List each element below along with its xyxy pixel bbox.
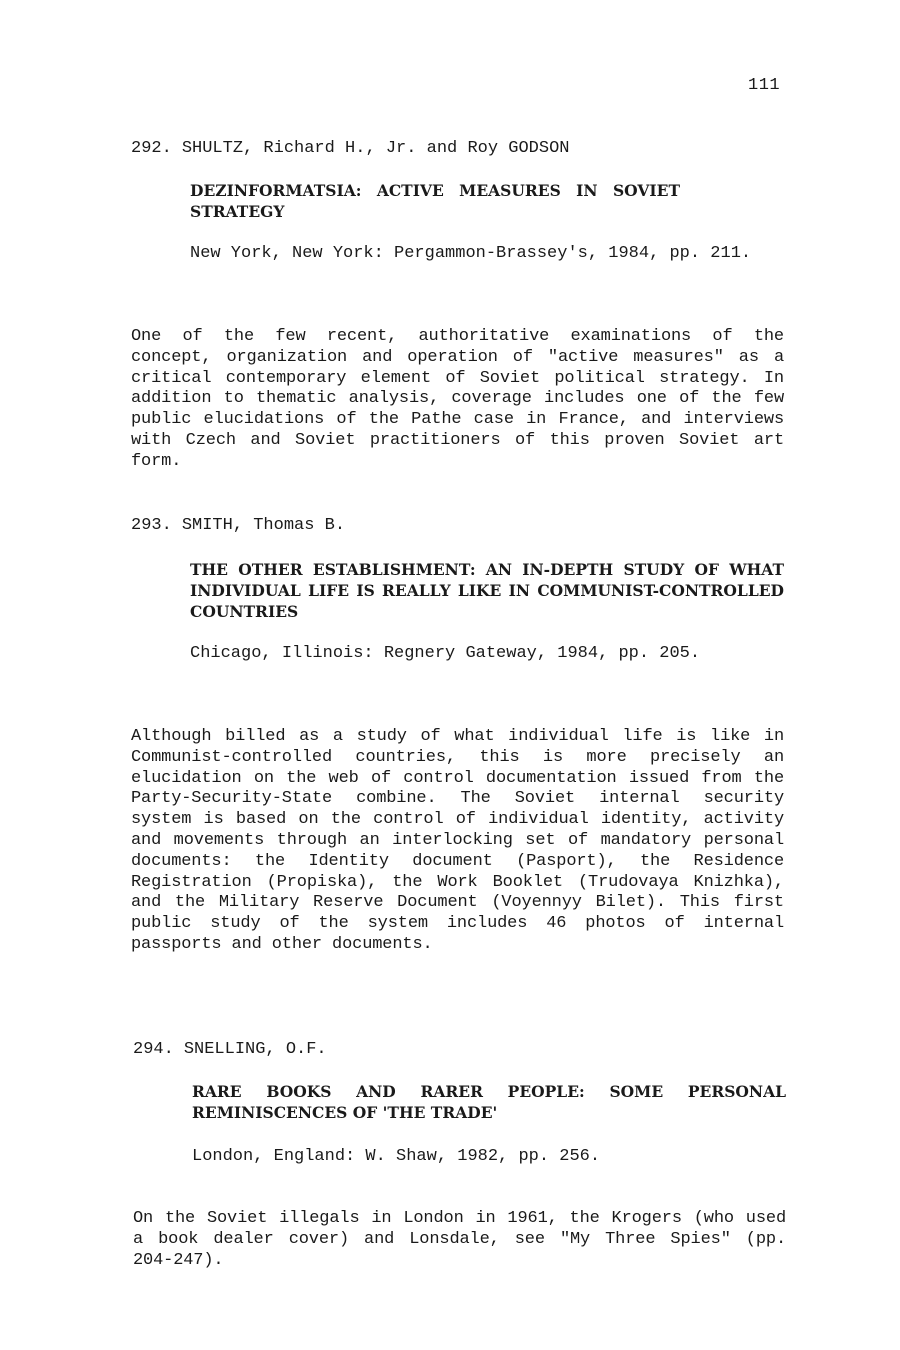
entry-number: 294.: [133, 1040, 174, 1059]
entry-294-heading: [133, 1040, 327, 1059]
entry-294-title: RARE BOOKS AND RARER PEOPLE: SOME PERSONAL REMINISCENCES OF 'THE TRADE': [192, 1082, 786, 1122]
entry-293-annotation: Although billed as a study of what individual life is like in Communist-controlled countries, this is more precisely an elucidation on the web of control documentation issued from the Party-Security-State combine. The Soviet internal security system is based on the control of individual identity, activity and movements through an interlocking set of mandatory personal documents: the Identity document (Pasport), the Residence Registration (Propiska), the Work Booklet (Trudovaya Knizhka), and the Military Reserve Document (Voyennyy Bilet). This first public study of the system includes 46 photos of internal passports and other documents.: [131, 727, 784, 954]
entry-292-heading: [131, 139, 569, 158]
entry-292-publication: New York, New York: Pergammon-Brassey's, 1984, pp. 211.: [190, 244, 752, 263]
entry-authors: SNELLING, O.F.: [183, 1040, 327, 1059]
entry-292-annotation: One of the few recent, authoritative examinations of the concept, organization and operation of "active measures" as a critical contemporary element of Soviet political strategy. In addition to thematic analysis, coverage includes one of the few public elucidations of the Pathe case in France, and interviews with Czech and Soviet practitioners of this proven Soviet art form.: [131, 327, 784, 471]
entry-293-title: THE OTHER ESTABLISHMENT: AN IN-DEPTH STUDY OF WHAT INDIVIDUAL LIFE IS REALLY LIKE IN COMMUNIST-CONTROLLED COUNTRIES: [190, 560, 784, 621]
entry-number: 293.: [131, 516, 172, 535]
entry-293-publication: Chicago, Illinois: Regnery Gateway, 1984, pp. 205.: [190, 644, 701, 663]
entry-292-title: DEZINFORMATSIA: ACTIVE MEASURES IN SOVIET STRATEGY: [190, 181, 680, 221]
entry-293-heading: [131, 516, 345, 535]
entry-number: 292.: [131, 139, 172, 158]
entry-authors: SMITH, Thomas B.: [181, 516, 346, 535]
page-number: 111: [748, 76, 781, 95]
entry-authors: SHULTZ, Richard H., Jr. and Roy GODSON: [181, 139, 570, 158]
entry-294-publication: London, England: W. Shaw, 1982, pp. 256.: [192, 1147, 601, 1166]
entry-294-annotation: On the Soviet illegals in London in 1961, the Krogers (who used a book dealer cover) and Lonsdale, see "My Three Spies" (pp. 204-247).: [133, 1209, 786, 1270]
